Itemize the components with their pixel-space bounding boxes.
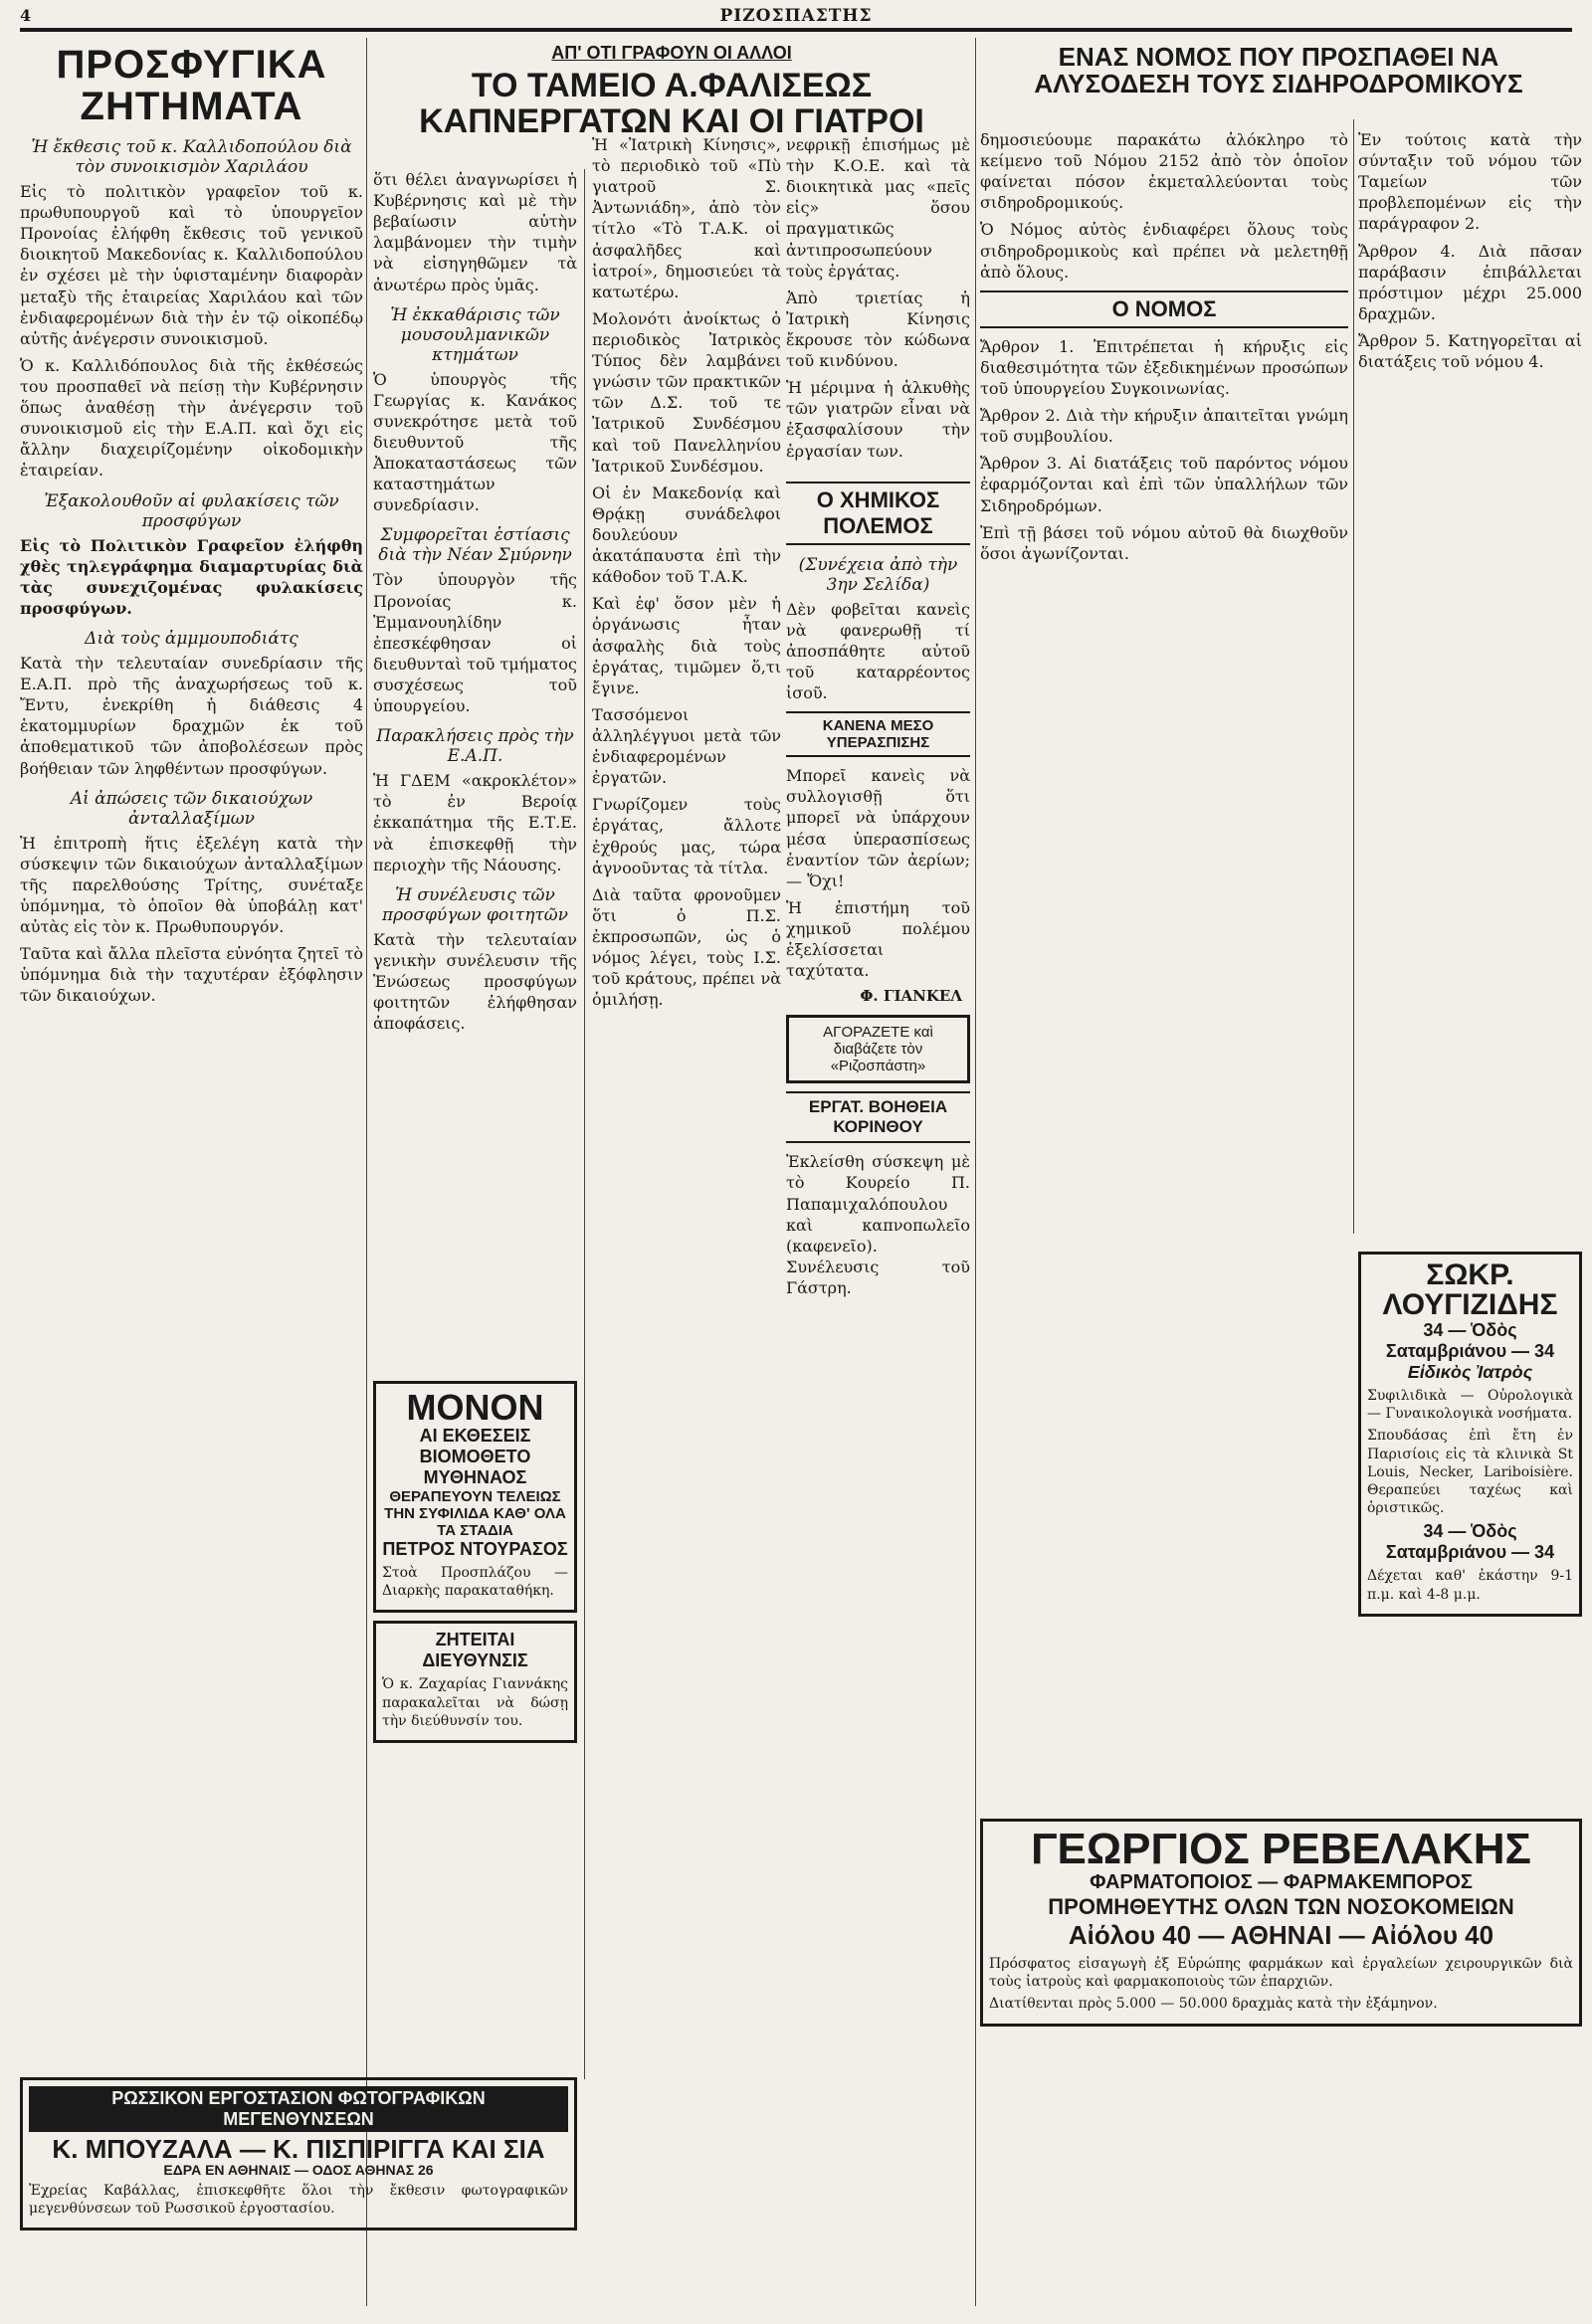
article-paragraph: Ἄρθρον 3. Αἱ διατάξεις τοῦ παρόντος νόμου ἐφαρμόζονται καὶ ἐπὶ τῶν ὑπαλλήλων τῶν Σιδηροδρόμων. — [980, 454, 1348, 515]
subhead: Ἡ ἔκθεσις τοῦ κ. Καλλιδοπούλου διὰ τὸν συνοικισμὸν Χαριλάου — [31, 137, 352, 177]
article-paragraph: Ἡ ἐπιτροπὴ ἥτις ἐξελέγη κατὰ τὴν σύσκεψιν τῶν δικαιούχων ἀνταλλαξίμων τῆς παρελθούσης Τρίτης, συνέταξε ὑπόμνημα, τὸ ὁποῖον θὰ ὑποβάλῃ κατ' αὐτὰς εἰς τὸν κ. Πρωθυπουργόν. — [20, 833, 363, 937]
article-paragraph: Καὶ ἐφ' ὅσον μὲν ἡ ὀργάνωσις ἦταν ἀσφαλὴς διὰ τοὺς ἐργάτας, τιμῶμεν ὅ,τι ἔγινε. — [592, 594, 781, 697]
column-rule — [975, 38, 976, 2306]
article-paragraph: Τασσόμενοι ἀλληλέγγυοι μετὰ τῶν ἐνδιαφερομένων ἐργατῶν. — [592, 704, 781, 788]
ad-big-word: ΜΟΝΟΝ — [406, 1387, 544, 1428]
ad-title: ΣΩΚΡ. ΛΟΥΓΙΖΙΔΗΣ — [1382, 1259, 1558, 1321]
ad-name: ΠΕΤΡΟΣ ΝΤΟΥΡΑΣΟΣ — [382, 1539, 568, 1559]
kicker: ΑΠ' ΟΤΙ ΓΡΑΦΟΥΝ ΟΙ ΑΛΛΟΙ — [551, 44, 792, 63]
subhead: Συμφορεῖται ἑστίασις διὰ τὴν Νέαν Σμύρνην — [378, 525, 572, 566]
article-paragraph: δημοσιεύουμε παρακάτω ἀλόκληρο τὸ κείμενο τοῦ Νόμου 2152 ἀπὸ τὸν ὁποῖον φαίνεται πόσον ἐκμεταλλεύονται τοὺς σιδηροδρομικούς. — [980, 130, 1348, 213]
ad-offer: Διατίθενται πρὸς 5.000 — 50.000 δραχμὰς κατὰ τὴν ἐξάμηνον. — [989, 1996, 1438, 2013]
ad-revelakis — [980, 1811, 1582, 2288]
column-rule — [1353, 119, 1354, 1234]
subhead: Ἡ ἐκκαθάρισις τῶν μουσουλμανικῶν κτημάτων — [390, 304, 560, 365]
page-number: 4 — [20, 6, 32, 25]
headline-chemical-war: Ο ΧΗΜΙΚΟΣ ΠΟΛΕΜΟΣ — [786, 482, 970, 545]
headline-refugee-issues: ΠΡΟΣΦΥΓΙΚΑ ΖΗΤΗΜΑΤΑ — [56, 44, 327, 128]
headline-railway-law: ΕΝΑΣ ΝΟΜΟΣ ΠΟΥ ΠΡΟΣΠΑΘΕΙ ΝΑ ΑΛΥΣΟΔΕΣΗ ΤΟΥΣ ΣΙΔΗΡΟΔΡΟΜΙΚΟΥΣ — [1034, 44, 1523, 99]
law-heading: Ο ΝΟΜΟΣ — [980, 290, 1348, 328]
article-paragraph: Δὲν φοβεῖται κανεὶς νὰ φανερωθῇ τί ἀποσπάθητε αὐτοῦ τοῦ καταρρέοντος ἰσοῦ. — [786, 599, 970, 703]
column-rule — [584, 169, 585, 2079]
article-paragraph: Εἰς τὸ Πολιτικὸν Γραφεῖον ἐλήφθη χθὲς τηλεγράφημα διαμαρτυρίας διὰ τὰς συνεχιζομένας φυλακίσεις προσφύγων. — [20, 535, 363, 618]
newspaper-name: ΡΙΖΟΣΠΑΣΤΗΣ — [719, 6, 873, 26]
wanted-title: ΖΗΤΕΙΤΑΙ ΔΙΕΥΘΥΝΣΙΣ — [422, 1630, 528, 1671]
ad-name: ΓΕΩΡΓΙΟΣ ΡΕΒΕΛΑΚΗΣ — [1031, 1825, 1531, 1873]
subhead: Ἡ συνέλευσις τῶν προσφύγων φοιτητῶν — [382, 884, 568, 925]
article-paragraph: Τὸν ὑπουργὸν τῆς Προνοίας κ. Ἐμμανουηλίδην ἐπεσκέφθησαν οἱ διευθυνταὶ τοῦ τμήματος συσχέσεως τοῦ ὑπουργείου. — [373, 570, 577, 716]
ad-title: ΡΩΣΣΙΚΟΝ ΕΡΓΟΣΤΑΣΙΟΝ ΦΩΤΟΓΡΑΦΙΚΩΝ ΜΕΓΕΝΘΥΝΣΕΩΝ — [29, 2086, 568, 2132]
ad-text: Ἐχρείας Καβάλλας, ἐπισκεφθῆτε ὅλοι τὴν ἔκθεσιν φωτογραφικῶν μεγενθύνσεων τοῦ Ρωσσικοῦ ἐργοστασίου. — [29, 2183, 568, 2218]
article-paragraph: ὅτι θέλει ἀναγνωρίσει ἡ Κυβέρνησις καὶ μὲ τὴν βεβαίωσιν αὐτὴν λαμβάνομεν τὴν τιμὴν νὰ εἰσηγηθῶμεν τὰ ἀνωτέρω πρὸς ὑμᾶς. — [373, 170, 577, 294]
article-paragraph: Ἄρθρον 4. Διὰ πᾶσαν παράβασιν ἐπιβάλλεται πρόστιμον μέχρι 25.000 δραχμῶν. — [1358, 241, 1582, 323]
article-paragraph: Ἄρθρον 1. Ἐπιτρέπεται ἡ κήρυξις εἰς διαθεσιμότητα τῶν ἐξεδικημένων προσώπων τοῦ ὑπουργείου Συγκοινωνίας. — [980, 336, 1348, 398]
headline-tameio: ΤΟ ΤΑΜΕΙΟ Α.ΦΑΛΙΣΕΩΣ ΚΑΠΝΕΡΓΑΤΩΝ ΚΑΙ ΟΙ ΓΙΑΤΡΟΙ — [419, 66, 924, 140]
article-paragraph: νεφρικῇ ἐπισήμως μὲ τὴν Κ.Ο.Ε. καὶ τὰ διοικητικὰ μας «πεῖς εἰς» ὅσου πραγματικῶς ἀντιπροσωπεύουν τοὺς ἐργάτας. — [786, 135, 970, 281]
ad-address: Αἰόλου 40 — ΑΘΗΝΑΙ — Αἰόλου 40 — [1068, 1920, 1494, 1950]
ad-mononon — [373, 1373, 577, 1930]
wanted-text: Ὁ κ. Ζαχαρίας Γιαννάκης παρακαλεῖται νὰ δώσῃ τὴν διεύθυνσίν του. — [382, 1676, 568, 1729]
article-paragraph: Ταῦτα καὶ ἄλλα πλεῖστα εὐνόητα ζητεῖ τὸ ὑπόμνημα διὰ τὴν ταχυτέραν ἐξόφλησιν τῶν δικαιούχων. — [20, 944, 363, 1006]
article-paragraph: Κατὰ τὴν τελευταίαν γενικὴν συνέλευσιν τῆς Ἑνώσεως προσφύγων φοιτητῶν ἐλήφθησαν ἀποφάσεις. — [373, 929, 577, 1034]
aid-title: ΕΡΓΑΤ. ΒΟΗΘΕΙΑ ΚΟΡΙΝΘΟΥ — [786, 1091, 970, 1143]
ad-text: Πρόσφατος εἰσαγωγὴ ἐξ Εὐρώπης φαρμάκων καὶ ἐργαλείων χειρουργικῶν διὰ τοὺς ἰατροὺς καὶ φαρμακοποιοὺς τῶν ἐπαρχιῶν. — [989, 1956, 1573, 1991]
ad-hours: Δέχεται καθ' ἑκάστην 9-1 π.μ. καὶ 4-8 μ.μ. — [1367, 1568, 1573, 1603]
ad-role: ΦΑΡΜΑΤΟΠΟΙΟΣ — ΦΑΡΜΑΚΕΜΠΟΡΟΣ — [1090, 1871, 1473, 1893]
ad-address: Στοὰ Προσπλάζου — Διαρκὴς παρακαταθήκη. — [382, 1565, 568, 1600]
subhead: Ἐξακολουθοῦν αἱ φυλακίσεις τῶν προσφύγων — [44, 490, 339, 531]
article-paragraph: Ὁ Νόμος αὐτὸς ἐνδιαφέρει ὅλους τοὺς σιδηροδρομικοὺς καὶ πρέπει νὰ μελετηθῇ ἀπὸ ὅλους. — [980, 220, 1348, 282]
column-3b — [786, 134, 970, 2303]
ad-text: ΘΕΡΑΠΕΥΟΥΝ ΤΕΛΕΙΩΣ ΤΗΝ ΣΥΦΙΛΙΔΑ ΚΑΘ' ΟΛΑ ΤΑ ΣΤΑΔΙΑ — [384, 1488, 566, 1539]
article-paragraph: Μολονότι ἀνοίκτως ὁ περιοδικὸς Ἰατρικὸς Τύπος δὲν λαμβάνει γνώσιν τῶν πρακτικῶν τῶν Δ.Σ. τοῦ τε Ἰατρικοῦ Συνδέσμου καὶ τοῦ Πανελληνίου Ἰατρικοῦ Συνδέσμου. — [592, 308, 781, 476]
column-5 — [1358, 129, 1582, 1224]
header-railway-law — [980, 44, 1577, 133]
ad-address: 34 — Ὁδὸς Σαταμβριάνου — 34 — [1385, 1320, 1555, 1361]
article-paragraph: Κατὰ τὴν τελευταίαν συνεδρίασιν τῆς Ε.Α.Π. πρὸ τῆς ἀναχωρήσεως τοῦ κ. Ἔντυ, ἐνεκρίθη ἡ διάθεσις 4 ἑκατομμυρίων δραχμῶν ἐκ τοῦ ἀποθεματικοῦ τῶν ἀποβολέσεων πρὸς βοήθειαν τῶν ληφθέντων προσφύγων. — [20, 653, 363, 778]
subhead: Διὰ τοὺς ἀμμμουποδιάτς — [85, 628, 298, 649]
column-4 — [980, 129, 1348, 1224]
ad-name: Κ. ΜΠΟΥΖΑΛΑ — Κ. ΠΙΣΠΙΡΙΓΓΑ ΚΑΙ ΣΙΑ — [52, 2134, 545, 2164]
buy-rizospastis-box: ΑΓΟΡΑΖΕΤΕ καὶ διαβάζετε τὸν «Ριζοσπάστη» — [786, 1015, 970, 1083]
column-rule — [366, 38, 367, 2306]
subheadline: ΚΑΝΕΝΑ ΜΕΣΟ ΥΠΕΡΑΣΠΙΣΗΣ — [786, 711, 970, 757]
masthead — [20, 6, 1572, 32]
subhead: Παρακλήσεις πρὸς τὴν Ε.Α.Π. — [376, 726, 574, 767]
ad-address: 34 — Ὁδὸς Σαταμβριάνου — 34 — [1385, 1521, 1555, 1563]
article-paragraph: Ἡ ΓΔΕΜ «ακροκλέτον» τὸ ἐν Βεροίᾳ ἐκκαπάτημα τῆς Ε.Τ.Ε. νὰ ἐπισκεφθῇ τὴν περιοχὴν τῆς Νάουσης. — [373, 771, 577, 874]
ad-subtitle: Εἰδικὸς Ἰατρὸς — [1407, 1362, 1533, 1382]
article-paragraph: Οἱ ἐν Μακεδονίᾳ καὶ Θρᾴκῃ συνάδελφοι δουλεύουν ἀκατάπαυστα ἐπὶ τὴν κάθοδον τοῦ Τ.Α.Κ. — [592, 483, 781, 587]
column-refugee-issues — [20, 44, 363, 2302]
article-paragraph: Εἰς τὸ πολιτικὸν γραφεῖον τοῦ κ. πρωθυπουργοῦ καὶ τὸ ὑπουργεῖον Προνοίας ἐλήφθη ἔκθεσις τοῦ γενικοῦ διοικητοῦ Μακεδονίας κ. Καλλιδοπούλου ἐν σχέσει μὲ τὴν ὑφισταμένην διαφορὰν μεταξὺ τῆς ἑταιρείας Χαριλάου καὶ τῶν ἐνδιαφερομένων διὰ τὴν ἐν τῷ οἰκοπέδῳ αὐτῆς ἀνέγερσιν συνοικισμοῦ. — [20, 182, 363, 348]
article-paragraph: Ἄρθρον 2. Διὰ τὴν κήρυξιν ἀπαιτεῖται γνώμη τοῦ συμβουλίου. — [980, 406, 1348, 447]
ad-address: ΕΔΡΑ ΕΝ ΑΘΗΝΑΙΣ — ΟΔΟΣ ΑΘΗΝΑΣ 26 — [163, 2162, 434, 2178]
ad-side: ΑΙ ΕΚΘΕΣΕΙΣ ΒΙΟΜΟΘΕΤΟ ΜΥΘΗΝΑΟΣ — [419, 1426, 531, 1487]
article-paragraph: Μπορεῖ κανεὶς νὰ συλλογισθῇ ὅτι μπορεῖ νὰ ὑπάρχουν μέσα ὑπερασπίσεως ἐναντίον τῶν ἀερίων; — Ὄχι! — [786, 766, 970, 890]
ad-lougizidis — [1358, 1244, 1582, 1801]
article-paragraph: Ἡ ἐπιστήμη τοῦ χημικοῦ πολέμου ἐξελίσσεται ταχύτατα. — [786, 897, 970, 981]
column-3a — [592, 134, 781, 2154]
article-paragraph: Ἀπὸ τριετίας ἡ Ἰατρικὴ Κίνησις ἔκρουσε τὸν κώδωνα τοῦ κινδύνου. — [786, 288, 970, 371]
subhead: (Συνέχεια ἀπὸ τὴν 3ην Σελίδα) — [798, 554, 958, 595]
article-paragraph: Διὰ ταῦτα φρονοῦμεν ὅτι ὁ Π.Σ. ἐκπροσωπῶν, ὡς ὁ νόμος λέγει, τοὺς Ι.Σ. τοῦ κράτους, πρέπει νὰ ὁμιλήσῃ. — [592, 884, 781, 1010]
article-paragraph: Γνωρίζομεν τοὺς ἐργάτας, ἄλλοτε ἐχθρούς μας, τώρα ἀγνοοῦντας τὰ τίτλα. — [592, 795, 781, 877]
ad-specialties: Συφιλιδικὰ — Οὐρολογικὰ — Γυναικολογικὰ νοσήματα. — [1367, 1388, 1573, 1423]
article-paragraph: Ἡ «Ἰατρικὴ Κίνησις», τὸ περιοδικὸ τοῦ «Πὺ γιατροῦ Σ. Ἀντωνιάδη», ἀπὸ τὸν τίτλο «Τὸ Τ.Α.Κ. οἱ ἀσφαλῆδες καὶ ἰατροί», δημοσιεύει τὰ κατωτέρω. — [592, 135, 781, 301]
ad-text: Σπουδάσας ἐπὶ ἔτη ἐν Παρισίοις εἰς τὰ κλινικὰ St Louis, Necker, Lariboisière. Θεραπεύει ταχέως καὶ ὁριστικῶς. — [1367, 1428, 1573, 1517]
ad-photo-enlargements — [20, 2069, 577, 2308]
article-paragraph: Ἐπὶ τῇ βάσει τοῦ νόμου αὐτοῦ θὰ διωχθοῦν ὅσοι ἀγωνίζονται. — [980, 522, 1348, 563]
article-paragraph: Ὁ ὑπουργὸς τῆς Γεωργίας κ. Κανάκος συνεκρότησε μετὰ τοῦ διευθυντοῦ τῆς Ἀποκαταστάσεως τῶν καταστημάτων συνεδρίασιν. — [373, 369, 577, 515]
article-paragraph: Ἡ μέριμνα ἡ ἀλκυθὴς τῶν γιατρῶν εἶναι νὰ ἐξασφαλίσουν τὴν ἐργασίαν των. — [786, 378, 970, 461]
article-paragraph: Ὁ κ. Καλλιδόπουλος διὰ τῆς ἐκθέσεώς του προσπαθεῖ νὰ πείσῃ τὴν Κυβέρνησιν ὅπως ἀναθέσῃ τὴν ἀνέγερσιν τοῦ συνοικισμοῦ εἰς τὴν Ε.Α.Π. καὶ ὄχι εἰς ἄλλην διαχειρίζομένην οἰκοδομικὴν ἑταιρείαν. — [20, 355, 363, 481]
subhead: Αἱ ἀπώσεις τῶν δικαιούχων ἀνταλλαξίμων — [70, 788, 313, 829]
ad-line: ΠΡΟΜΗΘΕΥΤΗΣ ΟΛΩΝ ΤΩΝ ΝΟΣΟΚΟΜΕΙΩΝ — [1048, 1894, 1514, 1919]
article-paragraph: Ἄρθρον 5. Κατηγορεῖται αἱ διατάξεις τοῦ νόμου 4. — [1358, 330, 1582, 372]
aid-text: Ἐκλείσθη σύσκεψη μὲ τὸ Κουρείο Π. Παπαμιχαλόπουλου καὶ καπνοπωλεῖο (καφενεῖο). Συνέλευσις τοῦ Γάστρη. — [786, 1152, 970, 1297]
article-paragraph: Ἐν τούτοις κατὰ τὴν σύνταξιν τοῦ νόμου τῶν Ταμείων τῶν προβλεπομένων εἰς τὴν παράγραφον 2. — [1358, 130, 1582, 234]
signature: Φ. ΓΙΑΝΚΕΛ — [860, 987, 962, 1006]
